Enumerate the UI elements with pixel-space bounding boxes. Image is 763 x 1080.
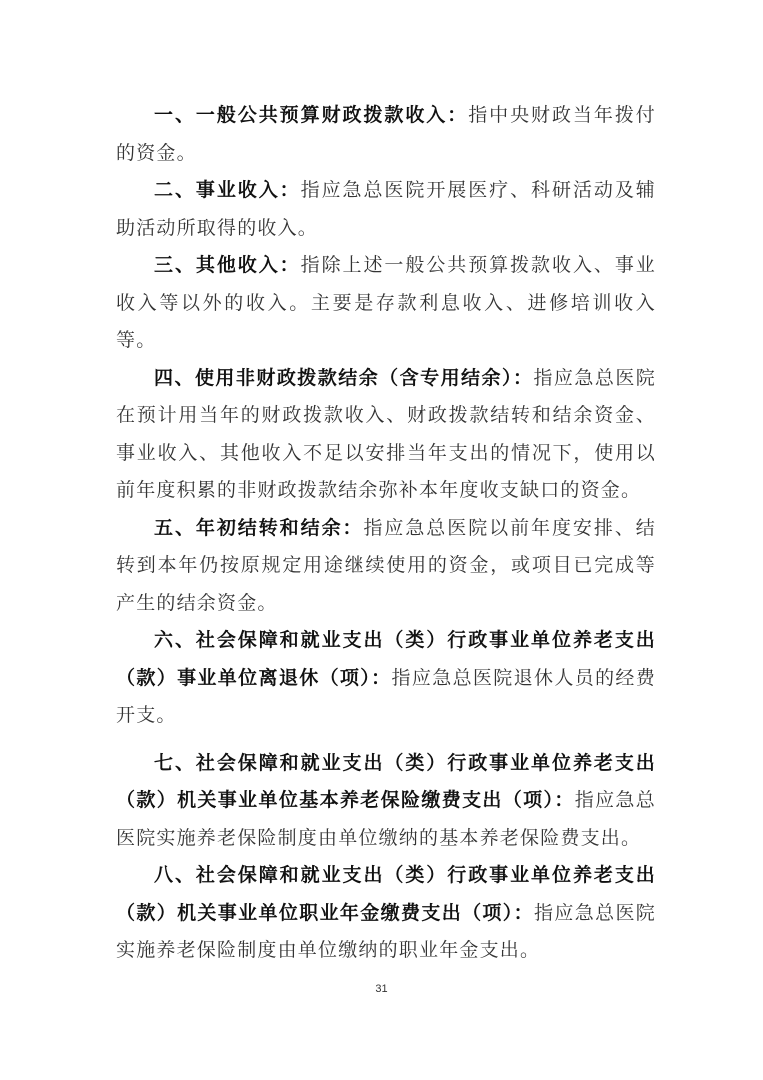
paragraph-term: 三、其他收入： xyxy=(154,254,301,276)
paragraph-text: 指除上述一般公共预算拨款收入、事业收入等以外的收入。主要是存款利息收入、进修培训收入等。 xyxy=(116,254,656,351)
paragraph-8 xyxy=(116,857,656,970)
paragraph-term: 五、年初结转和结余： xyxy=(154,516,364,539)
paragraph-term: 二、事业收入： xyxy=(154,179,301,201)
paragraph-text: 指应急总医院实施养老保险制度由单位缴纳的职业年金支出。 xyxy=(116,901,657,961)
paragraph-text: 指应急总医院以前年度安排、结转到本年仍按原规定用途继续使用的资金，或项目已完成等产生的结余资金。 xyxy=(116,516,656,614)
paragraph-4 xyxy=(116,360,656,510)
paragraph-term: 四、使用非财政拨款结余（含专用结余）： xyxy=(154,366,534,389)
paragraph-6 xyxy=(116,622,656,735)
paragraph-3 xyxy=(116,247,656,360)
paragraph-text: 指应急总医院退休人员的经费开支。 xyxy=(116,666,656,726)
paragraph-term: 七、社会保障和就业支出（类）行政事业单位养老支出（款）机关事业单位基本养老保险缴费支出（项）： xyxy=(116,751,656,811)
page-number: 31 xyxy=(375,983,388,995)
paragraph-term: 八、社会保障和就业支出（类）行政事业单位养老支出（款）机关事业单位职业年金缴费支出（项）： xyxy=(116,864,656,924)
paragraph-term: 六、社会保障和就业支出（类）行政事业单位养老支出（款）事业单位离退休（项）： xyxy=(116,629,656,689)
paragraph-text: 指应急总医院开展医疗、科研活动及辅助活动所取得的收入。 xyxy=(116,179,656,239)
paragraph-term: 一、一般公共预算财政拨款收入： xyxy=(154,104,469,126)
document-body xyxy=(116,97,656,970)
paragraph-5 xyxy=(116,510,656,623)
paragraph-text: 指应急总医院实施养老保险制度由单位缴纳的基本养老保险费支出。 xyxy=(116,789,656,849)
paragraph-2 xyxy=(116,172,656,247)
paragraph-1 xyxy=(116,97,656,172)
paragraph-text: 指中央财政当年拨付的资金。 xyxy=(116,104,656,164)
paragraph-text: 指应急总医院在预计用当年的财政拨款收入、财政拨款结转和结余资金、事业收入、其他收入不足以安排当年支出的情况下，使用以前年度积累的非财政拨款结余弥补本年度收支缺口的资金。 xyxy=(116,366,656,501)
paragraph-7 xyxy=(116,745,656,858)
